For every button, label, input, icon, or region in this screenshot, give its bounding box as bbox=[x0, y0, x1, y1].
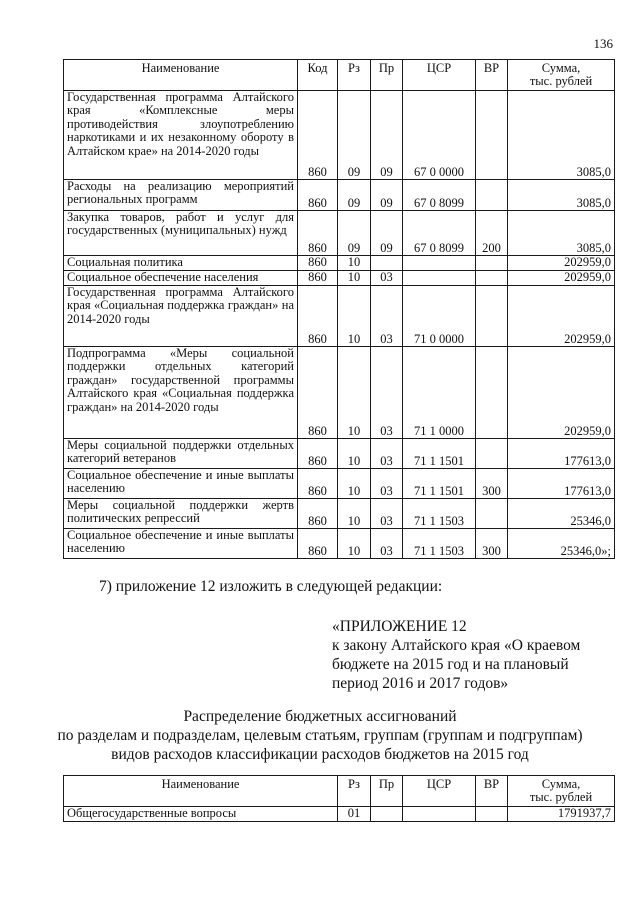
appendix-header bbox=[332, 617, 580, 693]
row-rz: 10 bbox=[338, 439, 371, 469]
row-csr bbox=[403, 256, 476, 271]
table-row bbox=[64, 256, 615, 271]
amendment-item-7: 7) приложение 12 изложить в следующей редакции: bbox=[99, 578, 443, 595]
appendix-line: период 2016 и 2017 годов» bbox=[332, 675, 509, 692]
header-sum-line1: Сумма, bbox=[541, 777, 581, 791]
table-row bbox=[64, 439, 615, 469]
row-sum: 25346,0 bbox=[508, 499, 615, 529]
row-kod: 860 bbox=[298, 499, 338, 529]
row-csr: 71 1 1501 bbox=[403, 469, 476, 499]
header-vr: ВР bbox=[476, 776, 508, 807]
row-sum: 177613,0 bbox=[508, 469, 615, 499]
row-vr: 300 bbox=[476, 529, 508, 559]
row-name-text: Меры социальной поддержки отдельных категорий ветеранов bbox=[67, 438, 294, 466]
row-name bbox=[64, 529, 298, 559]
table-row bbox=[64, 286, 615, 347]
row-pr: 03 bbox=[371, 286, 403, 347]
appendix-line: бюджете на 2015 год и на плановый bbox=[332, 656, 569, 673]
table-row bbox=[64, 807, 615, 822]
row-kod: 860 bbox=[298, 286, 338, 347]
budget-table-continued bbox=[63, 59, 615, 559]
row-sum: 177613,0 bbox=[508, 439, 615, 469]
budget-allocation-table bbox=[63, 775, 615, 822]
row-csr: 71 1 1501 bbox=[403, 439, 476, 469]
row-pr: 09 bbox=[371, 91, 403, 180]
row-vr bbox=[476, 347, 508, 439]
row-name-text: Государственная программа Алтайского края «Комплексные меры противодействия злоупотреблению наркотиками и их незаконному обороту в Алтайском крае» на 2014-2020 годы bbox=[67, 90, 294, 158]
row-csr: 67 0 8099 bbox=[403, 211, 476, 256]
header-rz: Рз bbox=[338, 776, 371, 807]
row-sum: 202959,0 bbox=[508, 347, 615, 439]
header-name: Наименование bbox=[64, 776, 338, 807]
row-sum: 3085,0 bbox=[508, 91, 615, 180]
row-sum: 202959,0 bbox=[508, 256, 615, 271]
row-sum: 202959,0 bbox=[508, 286, 615, 347]
row-name-text: Социальное обеспечение населения bbox=[67, 270, 259, 284]
row-name bbox=[64, 286, 298, 347]
header-pr: Пр bbox=[371, 60, 403, 91]
header-sum-line2: тыс. рублей bbox=[529, 790, 593, 805]
header-vr: ВР bbox=[476, 60, 508, 91]
row-name bbox=[64, 180, 298, 211]
row-rz: 10 bbox=[338, 347, 371, 439]
row-vr bbox=[476, 439, 508, 469]
appendix-line: к закону Алтайского края «О краевом bbox=[332, 637, 581, 654]
distribution-line: по разделам и подразделам, целевым статьям, группам (группам и подгруппам) bbox=[57, 727, 583, 744]
row-sum: 3085,0 bbox=[508, 180, 615, 211]
row-vr bbox=[476, 807, 508, 822]
row-csr bbox=[403, 807, 476, 822]
row-rz: 09 bbox=[338, 91, 371, 180]
table-row bbox=[64, 529, 615, 559]
row-name-text: Социальная политика bbox=[67, 255, 183, 269]
appendix-title: «ПРИЛОЖЕНИЕ 12 bbox=[332, 618, 467, 635]
row-pr: 09 bbox=[371, 180, 403, 211]
distribution-line: Распределение бюджетных ассигнований bbox=[183, 708, 457, 725]
row-kod: 860 bbox=[298, 256, 338, 271]
row-pr: 03 bbox=[371, 529, 403, 559]
row-kod: 860 bbox=[298, 469, 338, 499]
row-sum: 1791937,7 bbox=[508, 807, 615, 822]
row-pr bbox=[371, 256, 403, 271]
table-row bbox=[64, 499, 615, 529]
row-name bbox=[64, 807, 338, 822]
header-sum bbox=[508, 60, 615, 91]
row-vr bbox=[476, 499, 508, 529]
row-rz: 01 bbox=[338, 807, 371, 822]
row-rz: 10 bbox=[338, 499, 371, 529]
row-kod: 860 bbox=[298, 347, 338, 439]
row-csr: 67 0 0000 bbox=[403, 91, 476, 180]
row-kod: 860 bbox=[298, 91, 338, 180]
header-pr: Пр bbox=[371, 776, 403, 807]
row-pr: 03 bbox=[371, 439, 403, 469]
row-pr: 03 bbox=[371, 347, 403, 439]
row-csr: 71 1 1503 bbox=[403, 499, 476, 529]
table-row bbox=[64, 347, 615, 439]
row-csr: 71 1 0000 bbox=[403, 347, 476, 439]
row-kod: 860 bbox=[298, 211, 338, 256]
row-sum: 3085,0 bbox=[508, 211, 615, 256]
row-name bbox=[64, 271, 298, 286]
row-kod: 860 bbox=[298, 439, 338, 469]
row-name-text: Меры социальной поддержки жертв политических репрессий bbox=[67, 498, 294, 526]
row-csr bbox=[403, 271, 476, 286]
row-name bbox=[64, 256, 298, 271]
row-name bbox=[64, 347, 298, 439]
row-sum: 202959,0 bbox=[508, 271, 615, 286]
row-name-text: Подпрограмма «Меры социальной поддержки отдельных категорий граждан» государственной программы Алтайского края «Социальная поддержка граждан» на 2014-2020 годы bbox=[67, 346, 294, 414]
page-number: 136 bbox=[593, 36, 613, 51]
row-pr: 03 bbox=[371, 271, 403, 286]
row-name bbox=[64, 91, 298, 180]
row-kod: 860 bbox=[298, 271, 338, 286]
table-header-row bbox=[64, 60, 615, 91]
row-rz: 10 bbox=[338, 286, 371, 347]
header-sum bbox=[508, 776, 615, 807]
distribution-title bbox=[0, 707, 640, 764]
row-name-text: Закупка товаров, работ и услуг для государственных (муниципальных) нужд bbox=[67, 210, 294, 238]
row-pr: 09 bbox=[371, 211, 403, 256]
row-pr: 03 bbox=[371, 499, 403, 529]
row-vr: 200 bbox=[476, 211, 508, 256]
row-rz: 09 bbox=[338, 211, 371, 256]
header-csr: ЦСР bbox=[403, 60, 476, 91]
header-kod: Код bbox=[298, 60, 338, 91]
header-sum-line2: тыс. рублей bbox=[529, 74, 593, 89]
row-name-text: Государственная программа Алтайского края «Социальная поддержка граждан» на 2014-2020 годы bbox=[67, 285, 294, 326]
row-rz: 10 bbox=[338, 271, 371, 286]
header-csr: ЦСР bbox=[403, 776, 476, 807]
row-vr bbox=[476, 271, 508, 286]
row-pr: 03 bbox=[371, 469, 403, 499]
row-kod: 860 bbox=[298, 180, 338, 211]
row-rz: 09 bbox=[338, 180, 371, 211]
row-rz: 10 bbox=[338, 256, 371, 271]
row-pr bbox=[371, 807, 403, 822]
row-name bbox=[64, 499, 298, 529]
row-vr: 300 bbox=[476, 469, 508, 499]
row-vr bbox=[476, 91, 508, 180]
row-vr bbox=[476, 256, 508, 271]
table-row bbox=[64, 271, 615, 286]
row-name bbox=[64, 211, 298, 256]
row-name bbox=[64, 439, 298, 469]
row-vr bbox=[476, 286, 508, 347]
row-name-text: Расходы на реализацию мероприятий региональных программ bbox=[67, 179, 294, 207]
row-csr: 71 1 1503 bbox=[403, 529, 476, 559]
header-rz: Рз bbox=[338, 60, 371, 91]
row-rz: 10 bbox=[338, 469, 371, 499]
table-header-row bbox=[64, 776, 615, 807]
row-name-text: Социальное обеспечение и иные выплаты населению bbox=[67, 528, 294, 556]
header-sum-line1: Сумма, bbox=[541, 61, 581, 75]
row-name bbox=[64, 469, 298, 499]
header-name: Наименование bbox=[64, 60, 298, 91]
row-csr: 67 0 8099 bbox=[403, 180, 476, 211]
table-row bbox=[64, 469, 615, 499]
row-sum: 25346,0»; bbox=[508, 529, 615, 559]
table-row bbox=[64, 91, 615, 180]
row-kod: 860 bbox=[298, 529, 338, 559]
table-row bbox=[64, 180, 615, 211]
row-name-text: Общегосударственные вопросы bbox=[67, 806, 237, 820]
row-name-text: Социальное обеспечение и иные выплаты населению bbox=[67, 468, 294, 496]
distribution-line: видов расходов классификации расходов бюджетов на 2015 год bbox=[111, 746, 529, 763]
table-row bbox=[64, 211, 615, 256]
row-rz: 10 bbox=[338, 529, 371, 559]
row-vr bbox=[476, 180, 508, 211]
row-csr: 71 0 0000 bbox=[403, 286, 476, 347]
